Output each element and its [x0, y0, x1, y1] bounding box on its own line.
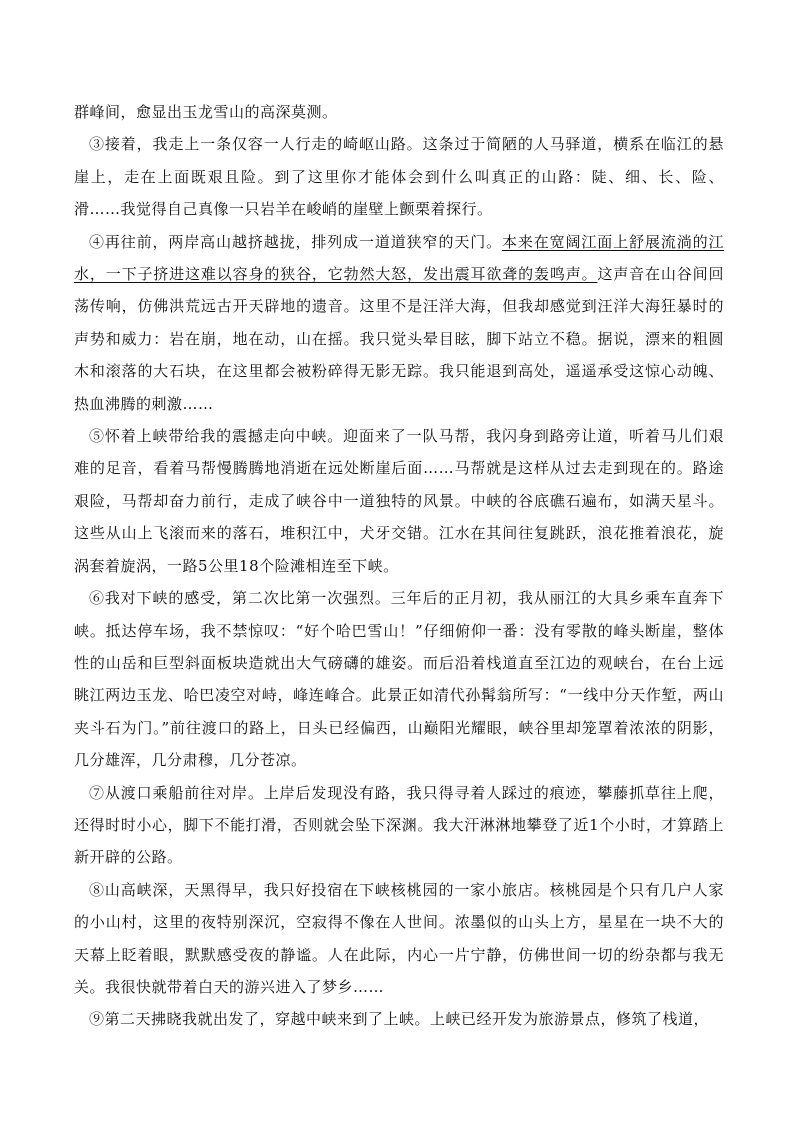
paragraph-6: ⑥我对下峡的感受，第二次比第一次强烈。三年后的正月初，我从丽江的大具乡乘车直奔下峡。抵达停车场，我不禁惊叹：“好个哈巴雪山！”仔细俯仰一番：没有零散的峰头断崖，整体性的山岳和巨型斜面板块造就出大气磅礴的雄姿。而后沿着栈道直至江边的观峡台，在台上远眺江两边玉龙、哈巴凌空对峙，峰连峰合。此景正如清代孙髯翁所写：“一线中分天作堑，两山夹斗石为门。”前往渡口的路上，日头已经偏西，山巅阳光耀眼，峡谷里却笼罩着浓浓的阴影，几分雄浑，几分肃穆，几分苍凉。: [74, 589, 724, 770]
paragraph-9: ⑨第二天拂晓我就出发了，穿越中峡来到了上峡。上峡已经开发为旅游景点，修筑了栈道，: [89, 1010, 710, 1029]
paragraph-5: ⑤怀着上峡带给我的震撼走向中峡。迎面来了一队马帮，我闪身到路旁让道，听着马儿们艰难的足音，看着马帮慢腾腾地消逝在远处断崖后面……马帮就是这样从过去走到现在的。路途艰险，马帮却奋力前行，走成了峡谷中一道独特的风景。中峡的谷底礁石遍布，如满天星斗。这些从山上飞滚而来的落石，堆积江中，犬牙交错。江水在其间往复跳跃，浪花推着浪花，旋涡套着旋涡，一路5公里18个险滩相连至下峡。: [74, 427, 724, 575]
paragraph-4: [74, 226, 724, 420]
paragraph-4-rest: 这声音在山谷间回荡传响，仿佛洪荒远古开天辟地的遗音。这里不是汪洋大海，但我却感觉到汪洋大海狂暴时的声势和威力：岩在崩，地在动，山在摇。我只觉头晕目眩，脚下站立不稳。据说，漂来的粗圆木和滚落的大石块，在这里都会被粉碎得无影无踪。我只能退到高处，遥遥承受这惊心动魄、热血沸腾的刺激……: [74, 265, 724, 413]
article-body: [74, 96, 724, 1036]
paragraph-3: ③接着，我走上一条仅容一人行走的崎岖山路。这条过于简陋的人马驿道，横系在临江的悬崖上，走在上面既艰且险。到了这里你才能体会到什么叫真正的山路：陡、细、长、险、滑……我觉得自己真像一只岩羊在峻峭的崖壁上颤栗着探行。: [74, 135, 724, 219]
paragraph-continuation: 群峰间，愈显出玉龙雪山的高深莫测。: [74, 103, 338, 121]
underlined-sentence: 本来在宽阔江面上舒展流淌的江水，一下子挤进这难以容身的狭谷，它勃然大怒，发出震耳欲聋的轰鸣声。: [74, 232, 724, 284]
paragraph-8: ⑧山高峡深，天黑得早，我只好投宿在下峡核桃园的一家小旅店。核桃园是个只有几户人家的小山村，这里的夜特别深沉，空寂得不像在人世间。浓墨似的山头上方，星星在一块不大的天幕上眨着眼，默默感受夜的静谧。人在此际，内心一片宁静，仿佛世间一切的纷杂都与我无关。我很快就带着白天的游兴进入了梦乡……: [74, 880, 724, 996]
paragraph-7: ⑦从渡口乘船前往对岸。上岸后发现没有路，我只得寻着人踩过的痕迹，攀藤抓草往上爬，还得时时小心，脚下不能打滑，否则就会坠下深渊。我大汗淋淋地攀登了近1个小时，才算踏上新开辟的公路。: [74, 783, 724, 867]
paragraph-4-lead: ④再往前，两岸高山越挤越拢，排列成一道道狭窄的天门。: [89, 232, 502, 251]
